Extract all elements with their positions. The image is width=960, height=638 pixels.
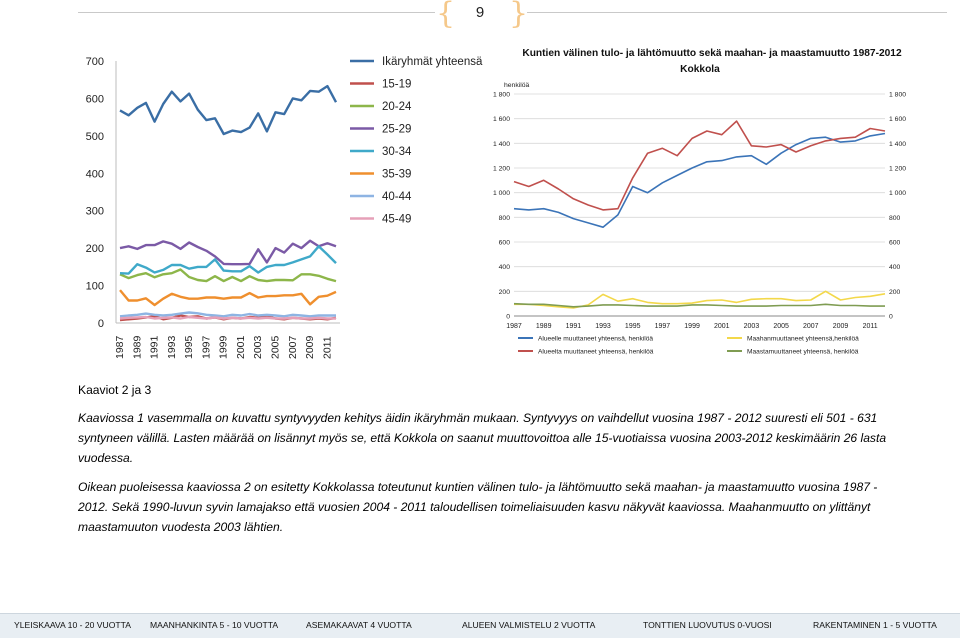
y-axis-unit-label: henkilöä xyxy=(504,82,530,89)
migration-chart xyxy=(490,45,916,370)
x-tick-label: 2003 xyxy=(743,323,760,330)
y-tick-label-left: 600 xyxy=(498,239,510,247)
y-tick-label: 600 xyxy=(85,93,104,106)
legend-label: Maahanmuuttaneet yhteensä,henkilöä xyxy=(747,335,859,343)
header-rule-right xyxy=(527,12,947,13)
series-line xyxy=(120,86,336,134)
page-number-bracket-left: { xyxy=(436,0,456,31)
section-heading: Kaaviot 2 ja 3 xyxy=(78,383,152,397)
y-tick-label-right: 400 xyxy=(889,264,901,272)
footer-item-yleiskaava: YLEISKAAVA 10 - 20 VUOTTA xyxy=(14,620,132,630)
legend-label: Maastamuuttaneet yhteensä, henkilöä xyxy=(747,348,859,356)
y-tick-label-left: 800 xyxy=(498,214,510,222)
y-tick-label-right: 600 xyxy=(889,239,901,247)
x-tick-label: 2007 xyxy=(286,335,299,359)
y-tick-label: 700 xyxy=(85,56,104,68)
x-tick-label: 1993 xyxy=(165,335,178,359)
paragraph-1: Kaaviossa 1 vasemmalla on kuvattu syntyvyyden kehitys äidin ikäryhmän mukaan. Syntyvyys on vaihdellut vuosina 1987 - 2012 suuresti eli 501 - 631 syntyneen välillä. Lasten määrää on lisännyt myös se, että Kokkola on saanut muuttovoittoa alle 15-vuotiaissa vuosina 2003-2012 keskimäärin 26 lasta vuodessa. xyxy=(78,411,887,465)
series-line xyxy=(120,246,336,273)
y-tick-label-right: 200 xyxy=(889,288,901,296)
y-tick-label-left: 0 xyxy=(506,313,510,321)
footer-item-tonttien-luovutus: TONTTIEN LUOVUTUS 0-VUOSI xyxy=(643,620,772,630)
y-tick-label-right: 1 800 xyxy=(889,91,907,99)
y-tick-label: 300 xyxy=(85,205,104,218)
x-tick-label: 2009 xyxy=(832,323,849,330)
x-tick-label: 1987 xyxy=(114,335,126,359)
x-tick-label: 2011 xyxy=(862,323,878,330)
page-number-bracket-right: } xyxy=(509,0,529,31)
y-tick-label-left: 1 000 xyxy=(492,190,510,198)
y-tick-label-left: 1 800 xyxy=(492,91,510,99)
footer-item-rakentaminen: RAKENTAMINEN 1 - 5 VUOTTA xyxy=(813,620,937,630)
x-tick-label: 2003 xyxy=(252,335,265,359)
legend-label: 30-34 xyxy=(382,146,412,158)
x-tick-label: 1997 xyxy=(200,335,213,359)
x-tick-label: 2001 xyxy=(234,335,247,359)
x-tick-label: 2011 xyxy=(321,336,334,359)
x-tick-label: 1999 xyxy=(684,323,700,330)
footer-item-asemakaavat: ASEMAKAAVAT 4 VUOTTA xyxy=(306,620,412,630)
y-tick-label-right: 1 200 xyxy=(889,165,907,173)
x-tick-label: 2005 xyxy=(773,323,789,330)
series-line xyxy=(120,290,336,305)
chart-title: Kuntien välinen tulo- ja lähtömuutto sekä maahan- ja maastamuutto 1987-2012 xyxy=(522,48,902,59)
y-tick-label: 200 xyxy=(85,243,104,256)
legend-label: 15-19 xyxy=(382,78,412,91)
legend-label: 40-44 xyxy=(382,191,412,203)
y-tick-label-left: 1 600 xyxy=(492,116,510,124)
page-number: 9 xyxy=(475,4,485,21)
legend-label: Alueelta muuttaneet yhteensä, henkilöä xyxy=(538,348,654,356)
x-tick-label: 1991 xyxy=(565,323,582,330)
legend-label: 45-49 xyxy=(382,213,412,226)
y-tick-label-right: 1 400 xyxy=(889,140,907,148)
y-tick-label: 100 xyxy=(85,280,104,293)
y-tick-label-left: 1 400 xyxy=(492,140,510,148)
birth-chart xyxy=(78,45,493,365)
y-tick-label: 0 xyxy=(97,318,104,330)
x-tick-label: 1993 xyxy=(595,323,611,330)
y-tick-label-right: 0 xyxy=(889,313,893,321)
x-tick-label: 2005 xyxy=(269,335,282,359)
y-tick-label-right: 1 600 xyxy=(889,116,907,124)
y-tick-label: 400 xyxy=(85,168,104,181)
legend-label: Ikäryhmät yhteensä xyxy=(382,56,483,68)
x-tick-label: 1989 xyxy=(535,323,552,330)
body-text xyxy=(78,380,908,537)
y-tick-label-left: 1 200 xyxy=(492,165,510,173)
chart-subtitle: Kokkola xyxy=(680,64,720,75)
y-tick-label-left: 200 xyxy=(498,288,510,296)
y-tick-label: 500 xyxy=(85,130,104,143)
x-tick-label: 2009 xyxy=(304,335,317,359)
y-tick-label-left: 400 xyxy=(498,264,510,272)
x-tick-label: 1987 xyxy=(506,323,522,330)
legend-label: 25-29 xyxy=(382,123,412,136)
series-line xyxy=(120,317,336,319)
series-line xyxy=(120,241,336,265)
x-tick-label: 1995 xyxy=(624,323,641,330)
x-tick-label: 1997 xyxy=(654,323,671,330)
footer-item-maanhankinta: MAANHANKINTA 5 - 10 VUOTTA xyxy=(150,620,279,630)
x-tick-label: 2007 xyxy=(803,323,819,330)
legend-label: 20-24 xyxy=(382,101,412,113)
x-tick-label: 1999 xyxy=(217,335,230,359)
paragraph-2: Oikean puoleisessa kaaviossa 2 on esitetty Kokkolassa toteutunut kuntien välinen tulo- ja lähtömuutto sekä maahan- ja maastamuutto vuosina 1987 - 2012. Sekä 1990-luvun syvin lamajakso että vuosien 2004 - 2011 taloudellisen toimeliaisuuden kasvu näkyvät kaaviossa. Maahanmuutto on ylittänyt maastamuuton vuodesta 2003 lähtien. xyxy=(78,480,878,534)
x-tick-label: 1995 xyxy=(183,335,196,359)
legend-label: 35-39 xyxy=(382,168,412,181)
footer-item-alueen-valmistelu: ALUEEN VALMISTELU 2 VUOTTA xyxy=(462,620,596,630)
y-tick-label-right: 800 xyxy=(889,214,901,222)
legend-label: Alueelle muuttaneet yhteensä, henkilöä xyxy=(538,335,654,343)
x-tick-label: 2001 xyxy=(713,323,730,330)
footer-bar xyxy=(0,613,960,638)
header-rule-left xyxy=(78,12,435,13)
y-tick-label-right: 1 000 xyxy=(889,190,907,198)
x-tick-label: 1991 xyxy=(148,335,161,359)
x-tick-label: 1989 xyxy=(131,335,144,359)
